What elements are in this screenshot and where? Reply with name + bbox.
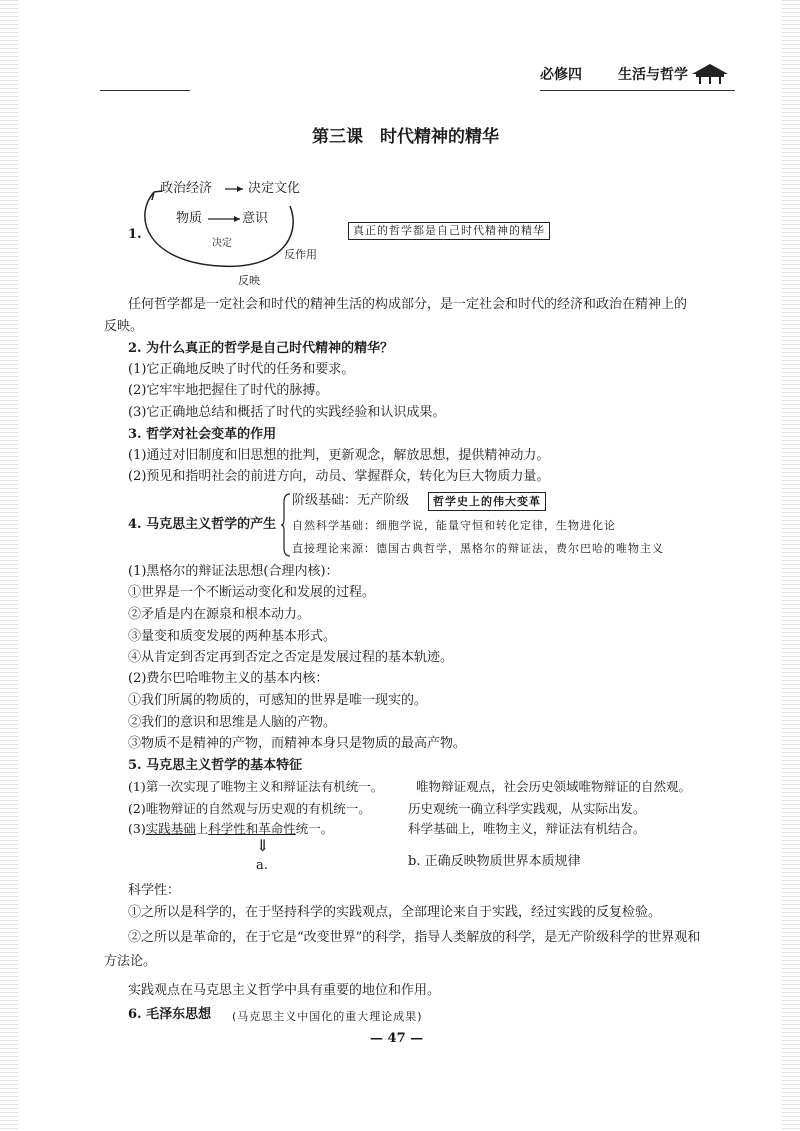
- science-point-1: ①之所以是科学的，在于坚持科学的实践观点，全部理论来自于实践，经过实践的反复检验。: [128, 905, 662, 920]
- feature-3-prefix: (3): [128, 821, 146, 836]
- section-2-heading: 2. 为什么真正的哲学是自己时代精神的精华？: [128, 341, 394, 356]
- section-4-science-basis: 自然科学基础：细胞学说，能量守恒和转化定律，生物进化论: [292, 519, 616, 532]
- science-point-2-cont: 方法论。: [104, 954, 157, 969]
- feature-3: [128, 820, 333, 838]
- lesson-title: 第三课 时代精神的精华: [312, 127, 499, 147]
- feature-3-on: 上: [195, 821, 209, 836]
- section-2-point-2: (2)它牢牢地把握住了时代的脉搏。: [128, 383, 329, 398]
- hegel-point-2: ②矛盾是内在源泉和根本动力。: [128, 607, 311, 622]
- intro-line-1: 任何哲学都是一定社会和时代的精神生活的构成部分，是一定社会和时代的经济和政治在精神上的: [128, 297, 688, 312]
- diagram-label-react: 反作用: [284, 248, 317, 261]
- section-4-brace: [280, 492, 292, 558]
- science-heading: 科学性：: [128, 883, 181, 898]
- hegel-point-4: ④从肯定到否定再到否定之否定是发展过程的基本轨迹。: [128, 650, 454, 665]
- section-5-heading: 5. 马克思主义哲学的基本特征: [128, 758, 303, 773]
- section-6-heading: 6. 毛泽东思想: [128, 1007, 212, 1022]
- feature-3-science-revolution: 科学性和革命性: [208, 821, 296, 836]
- feuerbach-heading: (2)费尔巴哈唯物主义的基本内核：: [128, 671, 329, 686]
- feature-2-note: 历史观统一确立科学实践观，从实际出发。: [408, 801, 646, 816]
- diagram-consciousness: 意识: [242, 211, 269, 226]
- section-4-class-basis: 阶级基础：无产阶级: [292, 493, 410, 508]
- diagram-label-decide: 决定: [212, 238, 232, 249]
- scan-edge-left: [0, 0, 18, 1131]
- feature-2: (2)唯物辩证的自然观与历史观的有机统一。: [128, 801, 371, 816]
- hegel-heading: (1)黑格尔的辩证法思想(合理内核)：: [128, 564, 339, 579]
- down-arrow-icon: ⇓: [256, 836, 270, 855]
- feature-3-practice-basis: 实践基础: [145, 821, 196, 836]
- feuerbach-point-1: ①我们所属的物质的，可感知的世界是唯一现实的。: [128, 693, 428, 708]
- label-a: a.: [256, 858, 268, 873]
- science-point-2: ②之所以是革命的，在于它是“改变世界”的科学，指导人类解放的科学，是无产阶级科学的世界观和: [128, 930, 701, 945]
- diagram-decide-culture: 决定文化: [248, 181, 301, 196]
- feature-1: (1)第一次实现了唯物主义和辩证法有机统一。: [128, 779, 384, 794]
- header-rule-left: [100, 90, 190, 91]
- section-6-note: (马克思主义中国化的重大理论成果): [232, 1010, 423, 1023]
- pavilion-icon: [690, 60, 730, 86]
- practice-view: 实践观点在马克思主义哲学中具有重要的地位和作用。: [128, 983, 441, 998]
- feature-3-note: 科学基础上，唯物主义，辩证法有机结合。: [408, 821, 646, 836]
- section-3-point-2: (2)预见和指明社会的前进方向，动员、掌握群众，转化为巨大物质力量。: [128, 469, 550, 484]
- hegel-point-1: ①世界是一个不断运动变化和发展的过程。: [128, 585, 376, 600]
- section-4-great-change: 哲学史上的伟大变革: [428, 492, 546, 511]
- section-2-point-3: (3)它正确地总结和概括了时代的实践经验和认识成果。: [128, 405, 446, 420]
- header-book: 必修四: [540, 67, 582, 83]
- feuerbach-point-3: ③物质不是精神的产物，而精神本身只是物质的最高产物。: [128, 736, 467, 751]
- header-title: 生活与哲学: [618, 67, 688, 83]
- label-b: b. 正确反映物质世界本质规律: [408, 854, 581, 869]
- diagram-matter: 物质: [176, 211, 203, 226]
- diagram-label-reflect: 反映: [238, 274, 260, 287]
- section-2-point-1: (1)它正确地反映了时代的任务和要求。: [128, 362, 355, 377]
- diagram-number: 1.: [128, 227, 142, 242]
- hegel-point-3: ③量变和质变发展的两种基本形式。: [128, 629, 337, 644]
- header-rule-right: [540, 90, 735, 91]
- section-3-heading: 3. 哲学对社会变革的作用: [128, 427, 277, 442]
- section-3-point-1: (1)通过对旧制度和旧思想的批判，更新观念，解放思想，提供精神动力。: [128, 448, 550, 463]
- feuerbach-point-2: ②我们的意识和思维是人脑的产物。: [128, 715, 337, 730]
- boxed-note: 真正的哲学都是自己时代精神的精华: [348, 222, 550, 240]
- intro-line-2: 反映。: [104, 319, 144, 334]
- feature-3-unity: 统一。: [295, 821, 334, 836]
- page-number: — 47 —: [370, 1031, 424, 1046]
- feature-1-note: 唯物辩证观点，社会历史领域唯物辩证的自然观。: [416, 779, 692, 794]
- diagram-politics-economy: 政治经济: [160, 181, 213, 196]
- section-4-heading: 4. 马克思主义哲学的产生: [128, 517, 277, 532]
- scan-edge-right: [782, 0, 800, 1131]
- section-4-theory-source: 直接理论来源：德国古典哲学，黑格尔的辩证法，费尔巴哈的唯物主义: [292, 542, 664, 555]
